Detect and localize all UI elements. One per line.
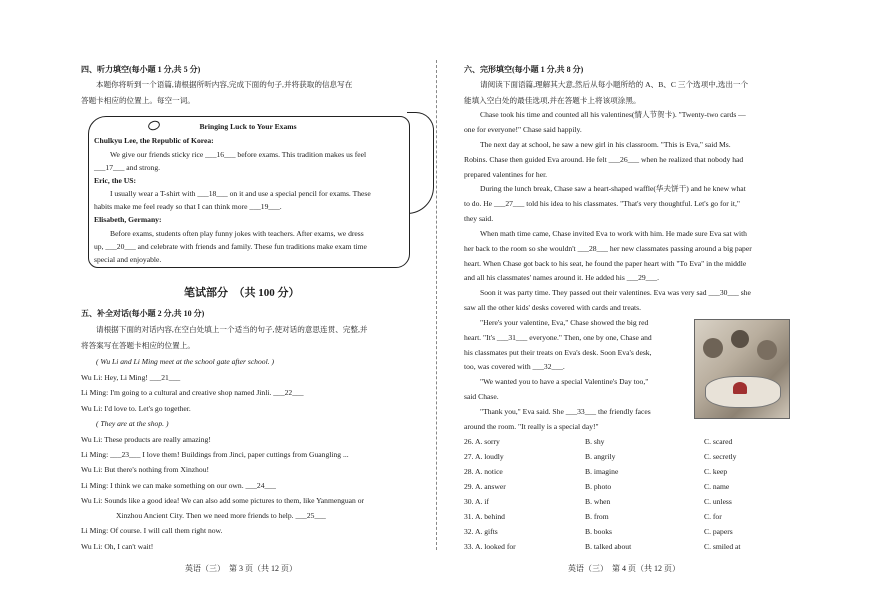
page-footer: 英语（三） 第 3 页（共 12 页）	[185, 564, 297, 573]
scene-note: ( They are at the shop. )	[96, 419, 169, 428]
bubble-title: Bringing Luck to Your Exams	[199, 122, 297, 131]
written-part-title: 笔试部分 （共 100 分）	[184, 287, 300, 299]
dialogue-line: Li Ming: I'm going to a cultural and creative shop named Jinli. ___22___	[81, 388, 304, 397]
page-footer: 英语（三） 第 4 页（共 12 页）	[568, 564, 680, 573]
dialogue-line: Wu Li: But there's nothing from Xinzhou!	[81, 465, 210, 474]
dialogue-line: Wu Li: Oh, I can't wait!	[81, 542, 154, 551]
option-a: 32. A. gifts	[464, 527, 498, 536]
option-c: C. smiled at	[704, 542, 741, 551]
passage-line: During the lunch break, Chase saw a heart-shaped waffle(华夫饼干) and he knew what	[480, 184, 746, 193]
section6-instruction: 请阅读下面语篇,理解其大意,然后从每小题所给的 A、B、C 三个选项中,选出一个	[480, 80, 749, 89]
passage-line: her back to the room so she wouldn't ___28___ her new classmates passing around a big paper	[464, 244, 752, 253]
person-name: Chulkyu Lee, the Republic of Korea:	[94, 136, 214, 145]
passage-line: too, was covered with ___32___.	[464, 362, 565, 371]
option-a: 26. A. sorry	[464, 437, 500, 446]
passage-line: The next day at school, he saw a new girl in his classroom. "This is Eva," said Ms.	[480, 140, 731, 149]
page-divider	[436, 60, 437, 550]
option-c: C. keep	[704, 467, 728, 476]
passage-line: and all his classmates' names around it. He added his ___29___.	[464, 273, 659, 282]
section5-title: 五、补全对话(每小题 2 分,共 10 分)	[81, 309, 205, 318]
scene-note: ( Wu Li and Li Ming meet at the school gate after school. )	[96, 357, 275, 366]
paragraph-line: ___17___ and strong.	[94, 163, 161, 172]
option-a: 28. A. notice	[464, 467, 503, 476]
passage-line: around the room. "It really is a special day!"	[464, 422, 599, 431]
passage-line: one for everyone!" Chase said happily.	[464, 125, 582, 134]
option-c: C. scared	[704, 437, 733, 446]
valentine-party-photo	[694, 319, 790, 419]
dialogue-line: Wu Li: I'd love to. Let's go together.	[81, 404, 191, 413]
option-b: B. imagine	[585, 467, 619, 476]
person-name: Eric, the US:	[94, 176, 136, 185]
option-a: 30. A. if	[464, 497, 489, 506]
passage-line: they said.	[464, 214, 494, 223]
passage-line: to do. He ___27___ told his idea to his classmates. "That's very thoughtful. Let's go for it,"	[464, 199, 740, 208]
paragraph-line: habits make me feel ready so that I can think more ___19___.	[94, 202, 282, 211]
passage-line: When math time came, Chase invited Eva to work with him. He made sure Eva sat with	[480, 229, 747, 238]
section5-instruction-2: 将答案写在答题卡相应的位置上。	[81, 341, 195, 350]
passage-line: "We wanted you to have a special Valentine's Day too,"	[480, 377, 649, 386]
option-a: 27. A. loudly	[464, 452, 504, 461]
passage-line: saw all the other kids' desks covered with cards and treats.	[464, 303, 642, 312]
option-c: C. unless	[704, 497, 732, 506]
dialogue-line: Wu Li: Hey, Li Ming! ___21___	[81, 373, 181, 382]
passage-line: heart. When Chase got back to his seat, he found the paper heart with "To Eva" in the middle	[464, 259, 747, 268]
section6-instruction-2: 能填入空白处的最佳选项,并在答题卡上将该项涂黑。	[464, 96, 641, 105]
section5-instruction: 请根据下面的对话内容,在空白处填上一个适当的句子,使对话的意思连贯、完整,并	[96, 325, 368, 334]
option-c: C. for	[704, 512, 722, 521]
passage-line: Soon it was party time. They passed out their valentines. Eva was very sad ___30___ she	[480, 288, 751, 297]
option-b: B. books	[585, 527, 613, 536]
option-b: B. when	[585, 497, 611, 506]
section4-title: 四、听力填空(每小题 1 分,共 5 分)	[81, 65, 201, 74]
passage-line: heart. "It's ___31___ everyone." Then, one by one, Chase and	[464, 333, 652, 342]
passage-line: prepared valentines for her.	[464, 170, 548, 179]
option-a: 33. A. looked for	[464, 542, 516, 551]
speech-bubble-tail	[407, 112, 434, 214]
section4-instruction: 本题你将听到一个语篇,请根据所听内容,完成下面的句子,并将获取的信息写在	[96, 80, 353, 89]
option-c: C. name	[704, 482, 730, 491]
passage-line: Robins. Chase then guided Eva around. He felt ___26___ when he realized that nobody had	[464, 155, 744, 164]
paragraph-line: up, ___20___ and celebrate with friends and family. These fun traditions make exam time	[94, 242, 367, 251]
passage-line: "Here's your valentine, Eva," Chase showed the big red	[480, 318, 649, 327]
person-name: Elisabeth, Germany:	[94, 215, 162, 224]
dialogue-line: Wu Li: Sounds like a good idea! We can also add some pictures to them, like Yanmenguan or	[81, 496, 365, 505]
option-b: B. photo	[585, 482, 612, 491]
paragraph-line: I usually wear a T-shirt with ___18___ on it and use a special pencil for exams. These	[110, 189, 371, 198]
passage-line: Chase took his time and counted all his valentines(情人节贺卡). "Twenty-two cards —	[480, 110, 746, 119]
dialogue-line: Wu Li: These products are really amazing!	[81, 435, 211, 444]
option-b: B. angrily	[585, 452, 616, 461]
option-c: C. papers	[704, 527, 733, 536]
paragraph-line: Before exams, students often play funny jokes with teachers. After exams, we dress	[110, 229, 364, 238]
dialogue-line: Li Ming: Of course. I will call them right now.	[81, 526, 223, 535]
option-b: B. talked about	[585, 542, 632, 551]
dialogue-line: Li Ming: I think we can make something on our own. ___24___	[81, 481, 276, 490]
paragraph-line: We give our friends sticky rice ___16___ before exams. This tradition makes us feel	[110, 150, 367, 159]
paragraph-line: special and enjoyable.	[94, 255, 162, 264]
dialogue-line: Xinzhou Ancient City. Then we need more friends to help. ___25___	[116, 511, 326, 520]
option-a: 29. A. answer	[464, 482, 506, 491]
option-b: B. shy	[585, 437, 605, 446]
section4-instruction-2: 答题卡相应的位置上。每空一词。	[81, 96, 195, 105]
passage-line: his classmates put their treats on Eva's desk. Soon Eva's desk,	[464, 348, 652, 357]
option-b: B. from	[585, 512, 609, 521]
option-a: 31. A. behind	[464, 512, 505, 521]
section6-title: 六、完形填空(每小题 1 分,共 8 分)	[464, 65, 584, 74]
dialogue-line: Li Ming: ___23___ I love them! Buildings from Jinci, paper cuttings from Guangling ...	[81, 450, 349, 459]
passage-line: "Thank you," Eva said. She ___33___ the friendly faces	[480, 407, 651, 416]
passage-line: said Chase.	[464, 392, 499, 401]
option-c: C. secretly	[704, 452, 737, 461]
